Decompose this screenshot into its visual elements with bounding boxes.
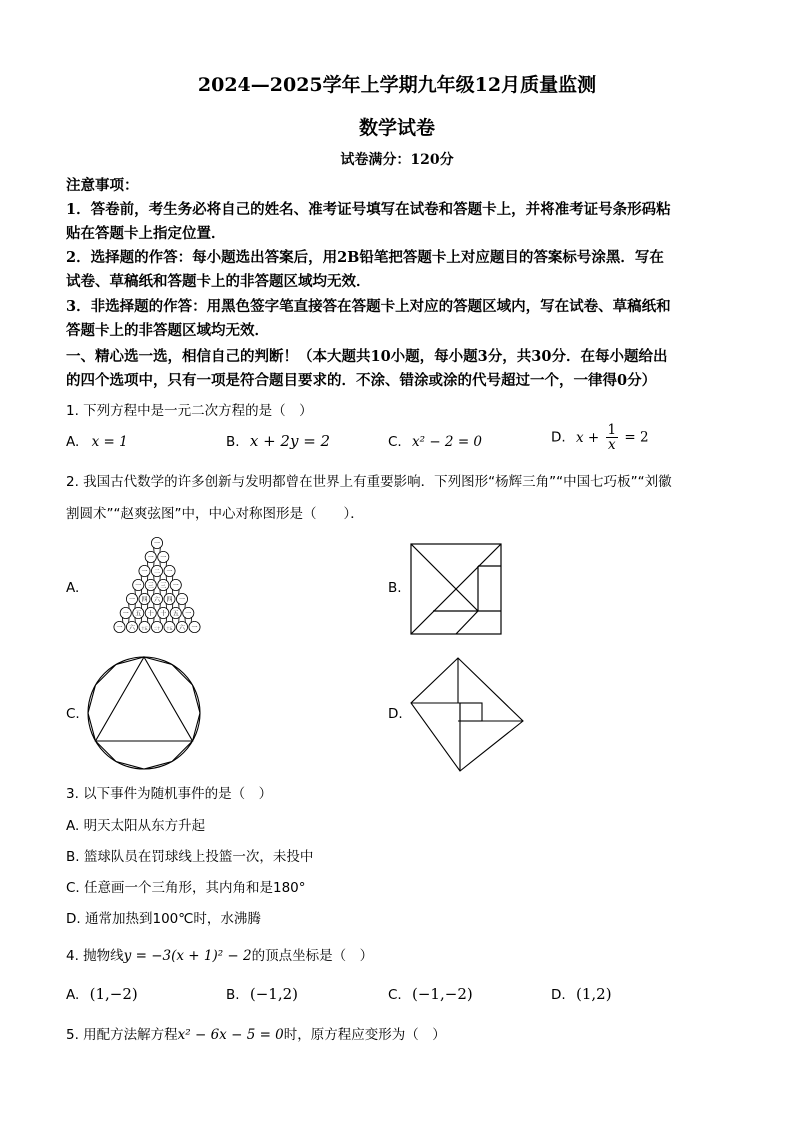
q4-option-c (388, 985, 473, 1003)
q4-option-d (551, 985, 612, 1003)
q1-option-d-label: D. (551, 429, 566, 446)
yanghui-node-label: 十 (147, 610, 154, 618)
q5-stem-pre: 5. 用配方法解方程 (66, 1027, 178, 1043)
yanghui-node-label: 一 (191, 624, 198, 632)
yanghui-node-label: 一 (153, 540, 161, 548)
zhaoshuang-figure (408, 655, 526, 773)
notice-item1-line2: 贴在答题卡上指定位置． (66, 225, 226, 242)
notice-heading: 注意事项： (66, 177, 139, 194)
q4-option-c-value: (−1,−2) (412, 985, 473, 1003)
q4-stem (66, 944, 373, 964)
q4-stem-expr: y = −3(x + 1)² − 2 (123, 948, 252, 964)
yanghui-triangle-figure (84, 535, 230, 643)
exam-score: 试卷满分：120分 (340, 152, 454, 168)
q3-option-a: A. 明天太阳从东方升起 (66, 818, 206, 834)
q3-option-d: D. 通常加热到100℃时，水沸腾 (66, 911, 261, 927)
notice-item2-line1: 2．选择题的作答：每小题选出答案后，用2B铅笔把答题卡上对应题目的答案标号涂黑．写在 (66, 249, 664, 266)
notice-item2-line2: 试卷、草稿纸和答题卡上的非答题区域均无效． (66, 273, 371, 290)
tangram-diagonal-left (411, 544, 456, 589)
zhaoshuang-outer-square (411, 658, 523, 771)
yanghui-node-label: 一 (141, 568, 148, 576)
q1-option-c (388, 434, 482, 450)
q4-option-b-value: (−1,2) (249, 985, 298, 1003)
q4-option-b-label: B. (226, 987, 240, 1003)
yanghui-node-label: 一 (122, 610, 129, 618)
section1-line2: 的四个选项中，只有一项是符合题目要求的．不涂、错涂或涂的代号超过一个，一律得0分） (66, 372, 657, 389)
q4-stem-post: 的顶点坐标是（ ） (251, 948, 374, 964)
q1-option-c-expr: x² − 2 = 0 (412, 434, 483, 450)
q4-option-c-label: C. (388, 987, 402, 1003)
q1-stem: 1. 下列方程中是一元二次方程的是（ ） (66, 403, 313, 419)
q1-option-a-expr: x = 1 (91, 434, 128, 450)
q1-option-b-label: B. (226, 434, 240, 450)
q3-option-c: C. 任意画一个三角形，其内角和是180° (66, 880, 306, 896)
yanghui-node-label: 一 (160, 554, 167, 562)
q1-option-a (66, 434, 128, 450)
yanghui-node-label: 六 (128, 624, 136, 632)
yanghui-node-label: 五 (172, 610, 179, 618)
yanghui-node-label: 三 (160, 582, 167, 590)
notice-item3-line1: 3．非选择题的作答：用黑色签字笔直接答在答题卡上对应的答题区域内，写在试卷、草稿纸和 (66, 298, 671, 315)
exam-subject: 数学试卷 (358, 117, 435, 139)
q1-option-d-denominator: x (607, 437, 616, 453)
q2-line2: 割圆术”“赵爽弦图”中，中心对称图形是（ ）． (66, 506, 364, 522)
q3-stem: 3. 以下事件为随机事件的是（ ） (66, 786, 273, 802)
yanghui-node-label: 一 (135, 582, 142, 590)
q1-option-a-label: A. (66, 434, 80, 450)
yanghui-node-label: 十五 (166, 626, 173, 631)
q2-option-a-label: A. (66, 580, 80, 596)
q1-option-d-numerator: 1 (607, 422, 617, 438)
q4-option-d-value: (1,2) (575, 985, 612, 1003)
yanghui-node-label: 一 (128, 596, 136, 604)
notice-item3-line2: 答题卡上的非答题区域均无效． (66, 322, 269, 339)
q4-option-a-value: (1,−2) (89, 985, 138, 1003)
q2-line1: 2. 我国古代数学的许多创新与发明都曾在世界上有重要影响．下列图形“杨辉三角”“中国七巧板”“刘徽 (66, 474, 672, 490)
liuhui-circle (88, 657, 200, 769)
q4-stem-pre: 4. 抛物线 (66, 948, 124, 964)
yanghui-node-label: 一 (172, 582, 179, 590)
q5-stem (66, 1023, 446, 1043)
q5-stem-expr: x² − 6x − 5 = 0 (177, 1027, 284, 1043)
liuhui-dodecagon (88, 657, 200, 769)
zhaoshuang-inner-square (460, 703, 482, 721)
q1-option-d (551, 423, 649, 452)
q4-option-d-label: D. (551, 987, 566, 1003)
yanghui-node-label: 一 (166, 568, 173, 576)
q1-option-b-expr: x + 2y = 2 (249, 432, 331, 450)
q4-option-a (66, 985, 138, 1003)
yanghui-node-label: 五 (135, 610, 142, 618)
q2-option-d-label: D. (388, 706, 403, 722)
yanghui-node-label: 六 (178, 624, 186, 632)
q3-option-b: B. 篮球队员在罚球线上投篮一次，未投中 (66, 849, 314, 865)
q5-stem-post: 时，原方程应变形为（ ） (283, 1027, 446, 1043)
q1-option-c-label: C. (388, 434, 402, 450)
notice-item1-line1: 1．答卷前，考生务必将自己的姓名、准考证号填写在试卷和答题卡上，并将准考证号条形码粘 (66, 201, 671, 218)
yanghui-node-label: 一 (185, 610, 192, 618)
yanghui-node-label: 六 (153, 596, 161, 604)
q2-option-b-label: B. (388, 580, 402, 596)
q4-option-a-label: A. (66, 987, 80, 1003)
liuhui-triangle (96, 657, 193, 741)
liuhui-circle-figure (85, 654, 203, 772)
q1-option-d-fraction (606, 423, 619, 452)
yanghui-node-label: 一 (178, 596, 186, 604)
yanghui-node-label: 一 (116, 624, 123, 632)
yanghui-node-label: 二 (153, 568, 161, 576)
tangram-figure (410, 543, 502, 635)
yanghui-node-label: 十 (160, 610, 167, 618)
q2-option-c-label: C. (66, 706, 80, 722)
section1-line1: 一、精心选一选，相信自己的判断！（本大题共10小题，每小题3分，共30分．在每小题给出 (66, 348, 668, 365)
tangram-lower-diagonal (456, 611, 478, 634)
q1-option-d-post: = 2 (624, 429, 649, 446)
q4-option-b (226, 985, 298, 1003)
tangram-small-diagonal (456, 589, 478, 611)
yanghui-node-label: 十五 (141, 626, 148, 631)
yanghui-node-label: 四 (166, 596, 173, 604)
yanghui-node-label: 一 (147, 554, 154, 562)
yanghui-node-label: 四 (141, 596, 148, 604)
q1-option-b (226, 432, 330, 450)
exam-title: 2024—2025学年上学期九年级12月质量监测 (197, 74, 597, 96)
yanghui-node-label: 二十 (153, 626, 161, 631)
yanghui-node-label: 三 (147, 582, 154, 590)
q1-option-d-pre: x + (575, 429, 600, 446)
